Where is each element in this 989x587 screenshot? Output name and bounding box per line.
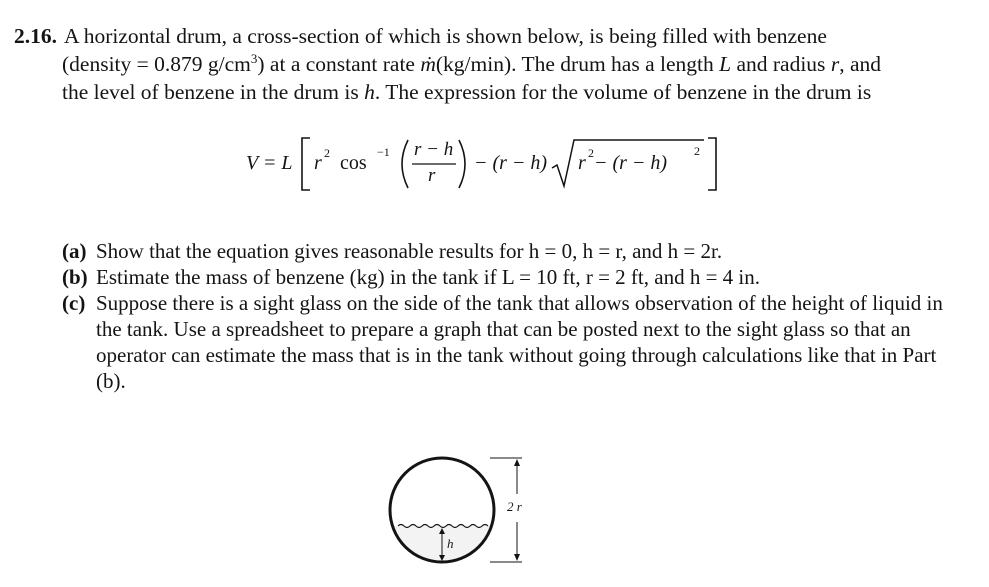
intro-line-1: A horizontal drum, a cross-section of which is shown below, is being filled with benzene [64, 24, 827, 48]
density-exponent: 3 [250, 51, 258, 66]
part-a-tag: (a) [62, 239, 87, 263]
part-c [62, 290, 952, 394]
rate-text: ) at a constant rate [257, 52, 421, 76]
drum-cross-section-figure [386, 438, 546, 578]
sqrt-end-exp: 2 [694, 144, 700, 158]
minus-term: − (r − h) [474, 152, 548, 174]
label-2r: 2 r [507, 499, 522, 514]
right-bracket [708, 138, 716, 190]
and-text: , and [839, 52, 881, 76]
part-c-tag: (c) [62, 291, 86, 315]
r-squared-base: r [314, 152, 322, 174]
radius-text: and radius [731, 52, 831, 76]
right-paren [459, 140, 465, 188]
inverse-exp: −1 [377, 145, 390, 159]
r-squared-exp: 2 [324, 146, 330, 160]
density-text: (density = 0.879 g/cm [62, 52, 251, 76]
part-b [62, 264, 952, 290]
cos-function: cos [340, 152, 367, 174]
problem-statement [14, 22, 954, 106]
mass-flow-symbol: ṁ [420, 52, 436, 76]
sqrt-r-exp: 2 [588, 146, 594, 160]
expression-text: . The expression for the volume of benzene in the drum is [374, 80, 872, 104]
drum-diagram [386, 438, 546, 578]
label-h: h [447, 536, 454, 551]
left-bracket [302, 138, 310, 190]
problem-parts [62, 238, 952, 394]
fraction-denominator: r [428, 165, 436, 186]
intro-line-3 [14, 78, 954, 106]
equation-lhs: V = L [246, 152, 293, 174]
intro-line-2 [14, 50, 954, 78]
part-b-text: Estimate the mass of benzene (kg) in the tank if L = 10 ft, r = 2 ft, and h = 4 in. [96, 265, 761, 289]
dim-arrow-bottom [514, 554, 520, 561]
length-text: (kg/min). The drum has a length [435, 52, 720, 76]
radius-symbol: r [830, 52, 840, 76]
problem-number: 2.16. [14, 24, 57, 48]
part-b-tag: (b) [62, 265, 88, 289]
level-symbol: h [364, 80, 375, 104]
fraction-numerator: r − h [414, 139, 454, 160]
part-c-text: Suppose there is a sight glass on the side of the tank that allows observation of the height of liquid in the tank. Use a spreadsheet to prepare a graph that can be posted next to the sight glass so that an operator can estimate the mass that is in the tank without going through calculations like that in Part (b). [96, 291, 943, 393]
part-a [62, 238, 952, 264]
length-symbol: L [719, 52, 732, 76]
volume-equation [246, 128, 726, 198]
part-a-text: Show that the equation gives reasonable results for h = 0, h = r, and h = 2r. [96, 239, 723, 263]
dim-arrow-top [514, 459, 520, 466]
level-text: the level of benzene in the drum is [62, 80, 365, 104]
sqrt-r: r [578, 152, 586, 174]
sqrt-remainder: − (r − h) [594, 152, 668, 174]
left-paren [402, 140, 408, 188]
